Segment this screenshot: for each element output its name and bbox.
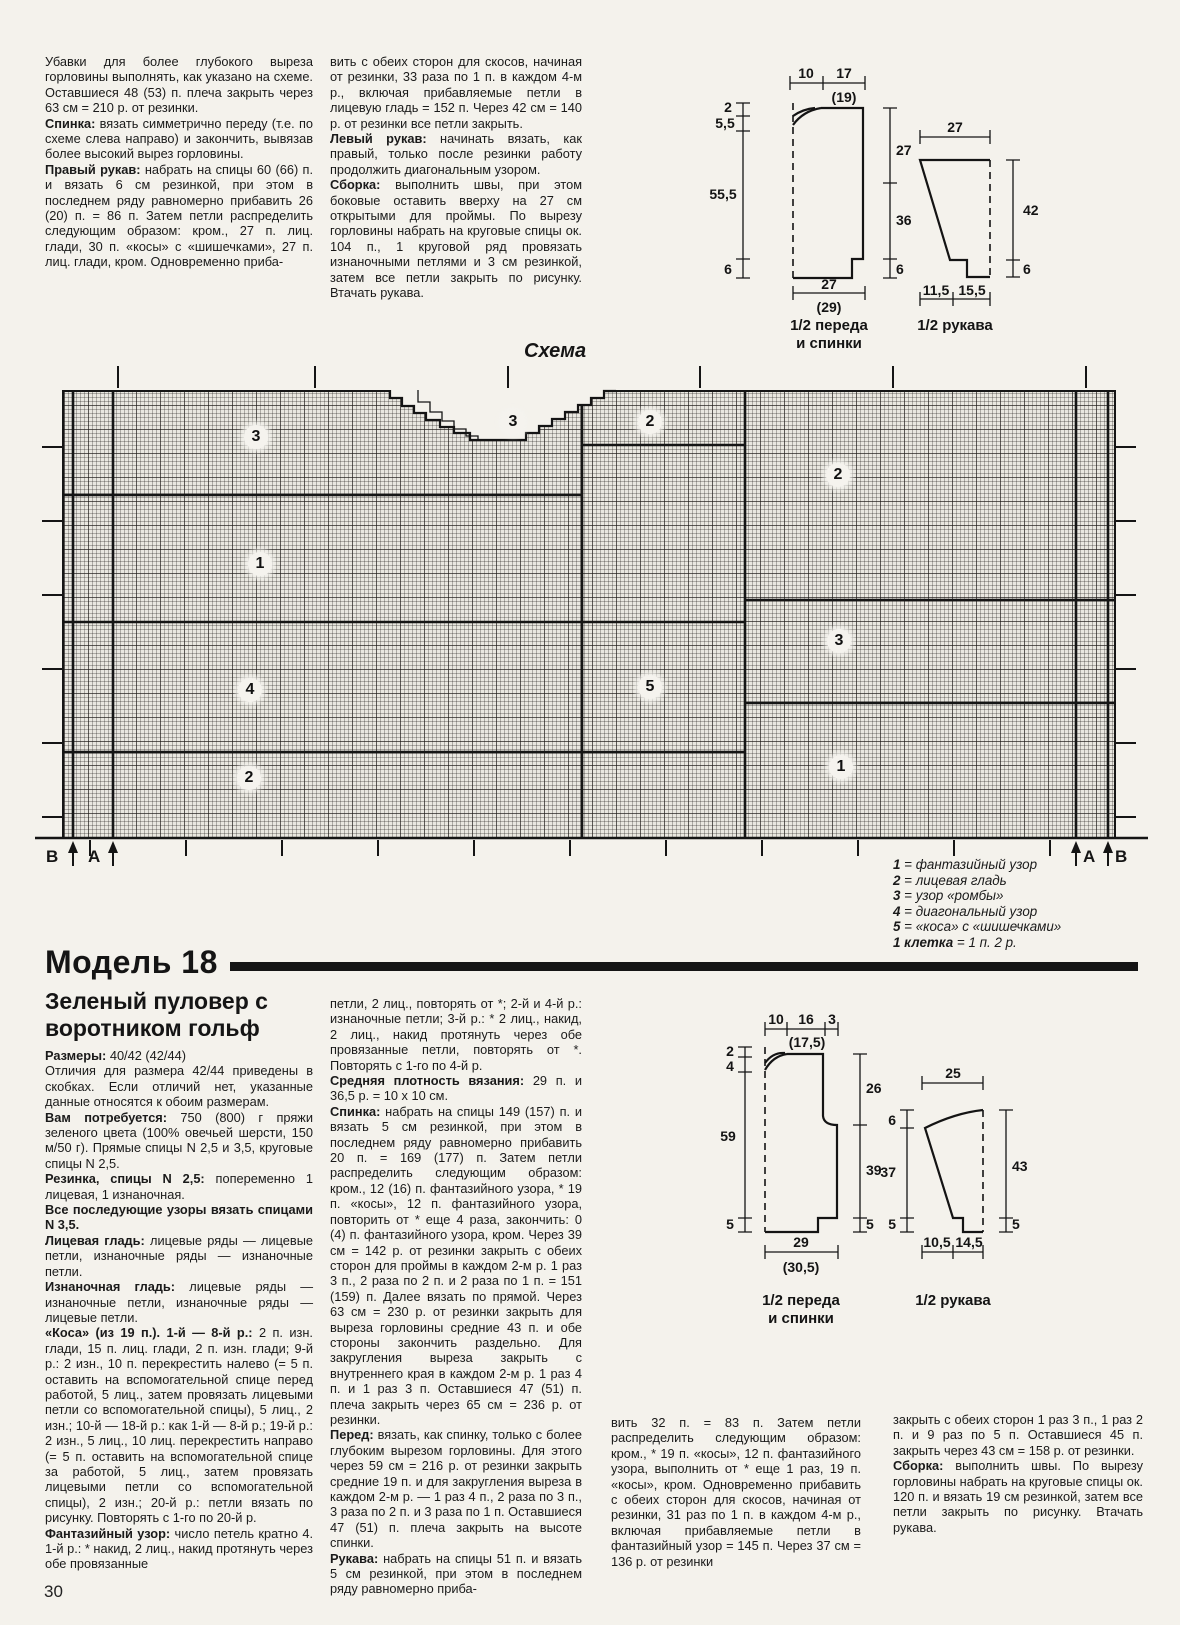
diagram-caption: и спинки: [768, 1310, 834, 1327]
dim-label: 16: [798, 1011, 814, 1027]
paragraph: Рукава: набрать на спицы 51 п. и вязать 5 см резинкой, при этом в последнем ряду равномерно приба-: [330, 1550, 582, 1597]
paragraph: закрыть с обеих сторон 1 раз 3 п., 1 раз 2 п. и 9 раз по 5 п. Оставшиеся 45 п. закрыть через 43 см = 158 р. от резинки.: [893, 1412, 1143, 1458]
dim-label: 11,5: [922, 282, 950, 298]
section-rule: [230, 962, 1138, 971]
chart-region-badge: 3: [244, 425, 268, 449]
chart-title: Схема: [524, 340, 587, 362]
paragraph: Сборка: выполнить швы. По вырезу горловины набрать на круговые спицы ок. 120 п. и вязать 19 см резинкой, затем все петли закрыть по рисунку. Втачать рукава.: [893, 1458, 1144, 1535]
diagram-caption: 1/2 рукава: [915, 1292, 991, 1309]
model-column-2: [330, 996, 582, 1597]
paragraph: Средняя плотность вязания: 29 п. и 36,5 р. = 10 x 10 см.: [330, 1073, 582, 1104]
dim-label: 37: [880, 1164, 896, 1180]
paragraph: Отличия для размера 42/44 приведены в скобках. Если отличий нет, указанные данные относятся к обоим размерам.: [45, 1063, 313, 1110]
dim-label: 6: [888, 1112, 896, 1128]
chart-region-badge: 4: [238, 678, 262, 702]
dim-label: 6: [1023, 261, 1031, 277]
neckline-curve-outer: [793, 108, 821, 125]
chart-lines: [30, 360, 1155, 870]
marker-letter-B-left: В: [46, 847, 59, 866]
dim-label: 4: [726, 1058, 734, 1074]
paragraph: «Коса» (из 19 п.). 1-й — 8-й р.: 2 п. изн. глади, 15 п. лиц. глади, 2 п. изн. глади; 9-й р.: 2 изн., 10 п. перекрестить налево (= 5 п. оставить на вспомогательной спице перед работой, 5 лиц., затем провязать лицевыми петли со вспомогательной спицы), 5 лиц., 2 изн.; 10-й — 18-й р.: как 1-й — 8-й р.; 19-й р.: 2 изн., 5 лиц., 10 лиц. перекрестить направо (= 5 п. оставить на вспомогательной спице за работой, 5 лиц., затем провязать лицевыми петли со вспомогательной спицы), 2 изн.; 20-й р.: петли вязать по рисунку. Повторять с 1-го по 20-й р.: [45, 1325, 313, 1526]
paragraph: 2 = лицевая гладь: [893, 872, 1007, 888]
chart-region-badge: 1: [248, 552, 272, 576]
schematics-top: [703, 45, 1173, 350]
chart-region-badge: 2: [638, 410, 662, 434]
sleeve-outline: [920, 160, 990, 277]
dim-label: 5: [726, 1216, 734, 1232]
paragraph: Убавки для более глубокого выреза горловины выполнять, как указано на схеме. Оставшиеся 48 (53) п. плеча закрыть через 63 см = 210 р. от резинки.: [45, 54, 313, 116]
front-outline: [793, 108, 863, 278]
chart-region-badge: 2: [826, 463, 850, 487]
dim-label: 5,5: [715, 115, 735, 131]
dim-label: 43: [1012, 1158, 1028, 1174]
marker-letter-B-right: В: [1115, 847, 1128, 866]
dim-label: 3: [828, 1011, 836, 1027]
schematics-bottom: [703, 985, 1173, 1335]
dim-label: 5: [888, 1216, 896, 1232]
model-subtitle-line1: Зеленый пуловер с: [45, 988, 268, 1014]
paragraph: 5 = «коса» с «шишечками»: [893, 919, 1062, 935]
chart-legend: [893, 857, 1155, 951]
dim-label: 42: [1023, 202, 1039, 218]
diagram-caption: 1/2 переда: [790, 317, 868, 334]
paragraph: Размеры: 40/42 (42/44): [45, 1048, 186, 1063]
sleeve-outline: [925, 1110, 983, 1232]
dim-label: (29): [816, 299, 842, 315]
paragraph: 4 = диагональный узор: [893, 903, 1038, 919]
sleeve-dimension-lines: [920, 130, 1020, 306]
neckline-curve-outer: [765, 1054, 787, 1070]
dim-label: (17,5): [788, 1034, 826, 1050]
dim-label: 55,5: [709, 186, 737, 202]
marker-letter-A-right: А: [1083, 847, 1096, 866]
dim-label: 27: [821, 276, 837, 292]
dimension-lines: [738, 1022, 867, 1259]
dim-label: 36: [896, 212, 912, 228]
dim-label: 29: [793, 1234, 809, 1250]
dim-label: 10: [768, 1011, 784, 1027]
paragraph: Резинка, спицы N 2,5: попеременно 1 лицевая, 1 изнаночная.: [45, 1171, 313, 1202]
dim-label: 2: [726, 1043, 734, 1059]
dim-label: 59: [720, 1128, 736, 1144]
dim-label: 5: [866, 1216, 874, 1232]
sleeve-dimension-lines: [900, 1076, 1013, 1259]
dim-label: 15,5: [958, 282, 986, 298]
paragraph: Спинка: набрать на спицы 149 (157) п. и вязать 5 см резинкой, при этом в последнем ряду равномерно прибавить 20 п. = 169 (177) п. Затем петли распределить следующим образом: кром., 12 (16) п. фантазийного узора, * 19 п. «косы», 12 п. фантазийного узора, повторить от * еще 4 раза, закончить: 0 (4) п. фантазийного узора, кром. Через 39 см = 142 р. от резинки закрыть с обеих сторон для проймы в каждом 2-м р. 1 раз 3 п., 2 раза по 2 п. и 2 раза по 1 п. = 151 (159) п. Далее вязать по прямой. Через 63 см = 230 р. от резинки закрыть для выреза горловины средние 43 п. и обе стороны закончить раздельно. Для закругления выреза закрыть с внутреннего края в каждом 2-м р. 1 раз 4 п. и 1 раз 3 п. Оставшиеся 47 (51) п. плеча закрыть через 65 см = 236 р. от резинки.: [330, 1103, 583, 1427]
diagram-caption: 1/2 рукава: [917, 317, 993, 334]
paragraph: Сборка: выполнить швы, при этом боковые оставить вверху на 27 см открытыми для проймы. По вырезу горловины набрать на круговые спицы ок. 104 п., 1 круговой ряд провязать изнаночными петлями и 3 см резинкой, затем все петли закрыть по рисунку. Втачать рукава.: [330, 177, 583, 301]
dim-label: 27: [896, 142, 912, 158]
dim-label: 39: [866, 1162, 882, 1178]
paragraph: Все последующие узоры вязать спицами N 3,5.: [45, 1202, 313, 1233]
dim-label: 5: [1012, 1216, 1020, 1232]
model-column-4: [893, 1412, 1143, 1535]
paragraph: Вам потребуется: 750 (800) г пряжи зеленого цвета (100% овечьей шерсти, 150 м/50 г). Прямые спицы N 2,5 и 3,5, круговые спицы N 2,5.: [45, 1109, 313, 1171]
dim-label: 2: [724, 99, 732, 115]
model-subtitle-line2: воротником гольф: [45, 1015, 260, 1041]
paragraph: Фантазийный узор: число петель кратно 4. 1-й р.: * накид, 2 лиц., накид протянуть через обе провязанные: [45, 1525, 313, 1572]
model-column-1: [45, 1048, 313, 1572]
chart-region-badge: 3: [827, 629, 851, 653]
front-outline: [765, 1054, 837, 1232]
chart-region-badge: 1: [829, 755, 853, 779]
axis-ticks: [42, 366, 1136, 856]
dim-label: 10: [798, 65, 814, 81]
paragraph: 1 = фантазийный узор: [893, 857, 1038, 872]
paragraph: 1 клетка = 1 п. 2 р.: [893, 934, 1017, 950]
paragraph: Правый рукав: набрать на спицы 60 (66) п. и вязать 6 см резинкой, при этом в последнем ряду равномерно прибавить 26 (20) п. = 86 п. Затем петли распределить следующим образом: кром., 27 п. лиц. глади, 30 п. «косы» с «шишечками», 27 п. лиц. глади, кром. Одновременно приба-: [45, 161, 314, 270]
dim-label: (19): [831, 89, 857, 105]
marker-letter-A-left: А: [88, 847, 101, 866]
chart-region-badge: 5: [638, 675, 662, 699]
knitting-chart: [30, 360, 1155, 870]
dim-label: (30,5): [782, 1259, 820, 1275]
chart-region-badge: 2: [237, 766, 261, 790]
paragraph: Изнаночная гладь: лицевые ряды — изнаночные петли, изнаночные ряды — лицевые петли.: [45, 1279, 313, 1325]
model-subtitle: [45, 988, 345, 1042]
dim-label: 10,5: [923, 1234, 951, 1250]
paragraph: Левый рукав: начинать вязать, как правый, только после резинки работу продолжить диагональным узором.: [330, 131, 582, 177]
instructions-column-2: [330, 54, 582, 301]
dim-label: 25: [945, 1065, 961, 1081]
paragraph: Спинка: вязать симметрично переду (т.е. по схеме слева направо) и закончить, вывязав более высокий вырез горловины.: [45, 115, 313, 162]
dim-label: 6: [724, 261, 732, 277]
paragraph: Лицевая гладь: лицевые ряды — лицевые петли, изнаночные ряды — изнаночные петли.: [45, 1232, 314, 1279]
section-lines: [62, 390, 1116, 838]
dim-label: 27: [947, 119, 963, 135]
dim-label: 6: [896, 261, 904, 277]
chart-region-badge: 3: [501, 410, 525, 434]
paragraph: петли, 2 лиц., повторять от *; 2-й и 4-й р.: изнаночные петли; 3-й р.: * 2 лиц., накид, 2 лиц., накид протянуть через обе провязанные петли, повторять от *. Повторять с 1-го по 4-й р.: [330, 996, 582, 1073]
paragraph: вить с обеих сторон для скосов, начиная от резинки, 33 раза по 1 п. в каждом 4-м р., включая прибавляемые петли в лицевую гладь = 152 п. Через 42 см = 140 р. от резинки все петли закрыть.: [330, 54, 582, 131]
dim-label: 14,5: [955, 1234, 983, 1250]
model-column-3: [611, 1415, 861, 1569]
diagram-caption: и спинки: [796, 335, 862, 350]
instructions-column-1: [45, 54, 313, 270]
page-number: 30: [44, 1582, 63, 1601]
dim-label: 17: [836, 65, 852, 81]
model-title: Модель 18: [45, 944, 218, 980]
diagram-caption: 1/2 переда: [762, 1292, 840, 1309]
dim-label: 26: [866, 1080, 882, 1096]
paragraph: Перед: вязать, как спинку, только с более глубоким вырезом горловины. Для этого через 59 см = 216 р. от резинки закрыть средние 19 п. и для закругления выреза в каждом 2-м р. — 1 раз 4 п., 2 раза по 3 п., 3 раза по 2 п. и 3 раза по 1 п. Оставшиеся 47 (51) п. плеча закрыть на высоте спинки.: [330, 1427, 582, 1551]
paragraph: 3 = узор «ромбы»: [893, 888, 1004, 904]
paragraph: вить 32 п. = 83 п. Затем петли распределить следующим образом: кром., * 19 п. «косы», 12 п. фантазийного узора, выполнить от * еще 1 раз, 19 п. «косы», кром. Одновременно прибавить с обеих сторон для скосов, начиная от резинки, 31 раз по 1 п. в каждом 4-м р., включая прибавляемые петли в фантазийный узор = 145 п. Через 37 см = 136 р. от резинки: [611, 1415, 861, 1569]
